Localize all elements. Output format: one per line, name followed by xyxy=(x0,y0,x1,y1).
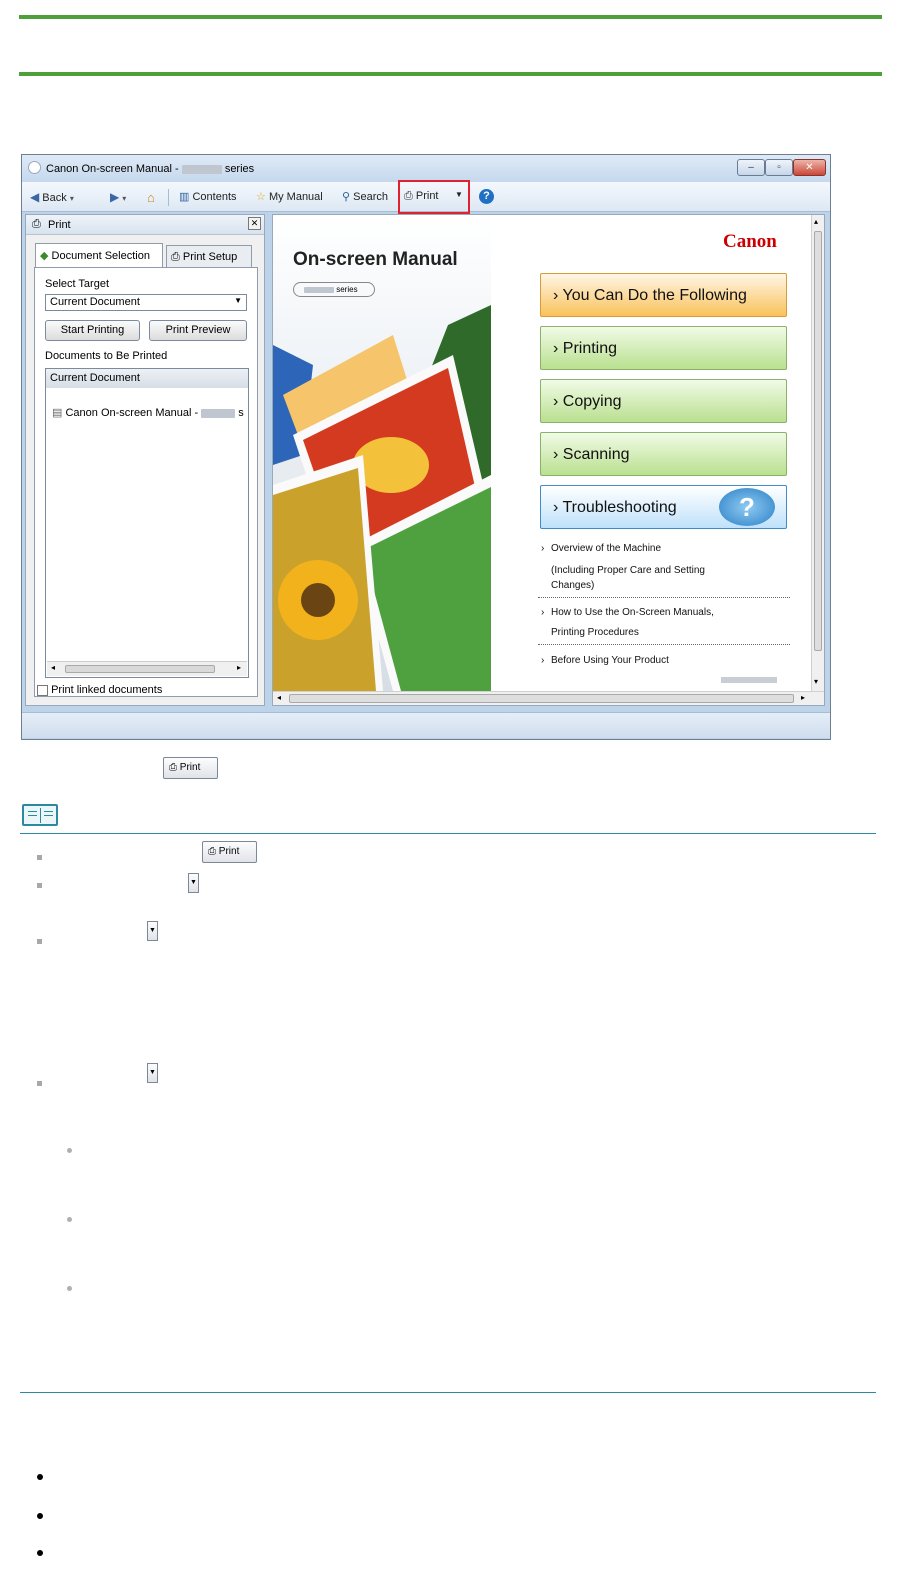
back-icon: ◀ xyxy=(30,190,40,204)
note-bullet xyxy=(37,939,42,944)
scroll-up-icon[interactable]: ▴ xyxy=(814,217,819,226)
note-rule-top xyxy=(20,833,876,834)
inline-print-button-image: ⎙ Print xyxy=(202,841,257,863)
link-how-to-use[interactable]: › How to Use the On-Screen Manuals, xyxy=(541,607,714,618)
print-button-highlight xyxy=(398,180,470,214)
scroll-thumb[interactable] xyxy=(289,694,794,703)
divider xyxy=(538,597,790,598)
sub-bullet xyxy=(67,1217,72,1222)
print-pane-title: Print xyxy=(48,219,71,231)
scroll-thumb[interactable] xyxy=(65,665,215,673)
chevron-down-icon: ▼ xyxy=(455,190,463,199)
link-how-to-use-line2[interactable]: Printing Procedures xyxy=(551,627,639,638)
printer-icon: ⎙ xyxy=(171,251,180,263)
my-manual-button[interactable]: ☆ My Manual xyxy=(256,191,323,203)
scroll-down-icon[interactable]: ▾ xyxy=(814,677,819,686)
photo-collage xyxy=(273,215,491,691)
manual-content xyxy=(272,214,825,706)
inline-dropdown-image xyxy=(147,921,158,941)
printer-icon: ⎙ xyxy=(208,846,216,857)
chevron-down-icon: ▼ xyxy=(190,879,197,886)
search-button[interactable]: ⚲ Search xyxy=(342,191,388,203)
note-rule-bottom xyxy=(20,1392,876,1393)
start-printing-button[interactable]: Start Printing xyxy=(45,320,140,341)
chevron-down-icon: ▼ xyxy=(149,1069,156,1076)
star-icon: ☆ xyxy=(256,191,266,203)
menu-copying[interactable]: › Copying xyxy=(540,379,787,423)
menu-you-can-do[interactable]: › You Can Do the Following xyxy=(540,273,787,317)
home-button[interactable] xyxy=(147,190,155,205)
document-icon: ▤ xyxy=(52,407,63,419)
sub-bullet xyxy=(67,1148,72,1153)
note-bullet xyxy=(37,883,42,888)
redacted-footer xyxy=(721,677,777,683)
help-icon[interactable]: ? xyxy=(479,189,494,204)
chevron-down-icon: ▼ xyxy=(234,296,242,305)
toolbar-separator xyxy=(168,189,169,206)
window-title-series: series xyxy=(224,163,255,175)
scroll-left-icon[interactable]: ◂ xyxy=(51,663,56,672)
print-button[interactable]: ⎙ Print xyxy=(404,190,439,202)
home-icon: ⌂ xyxy=(147,190,155,205)
contents-button[interactable]: ▥ Contents xyxy=(179,191,237,203)
chevron-down-icon: ▾ xyxy=(69,194,74,203)
scroll-thumb[interactable] xyxy=(814,231,822,651)
contents-icon: ▥ xyxy=(179,191,190,203)
document-selection-panel xyxy=(34,267,258,697)
documents-label: Documents to Be Printed xyxy=(45,350,168,362)
header-rule xyxy=(19,72,882,76)
forward-icon: ▶ xyxy=(110,190,120,204)
list-bullet xyxy=(37,1513,43,1519)
inline-print-button-image: ⎙ Print xyxy=(163,757,218,779)
manual-title: On-screen Manual xyxy=(293,249,458,270)
scroll-right-icon[interactable]: ▸ xyxy=(801,693,806,702)
close-icon[interactable]: ✕ xyxy=(248,217,261,230)
list-item[interactable]: ▤ Canon On-screen Manual - s xyxy=(52,407,244,419)
scroll-left-icon[interactable]: ◂ xyxy=(277,693,282,702)
search-icon: ⚲ xyxy=(342,191,351,203)
list-bullet xyxy=(37,1474,43,1480)
print-linked-checkbox[interactable] xyxy=(37,685,48,696)
scroll-right-icon[interactable]: ▸ xyxy=(237,663,242,672)
tab-document-selection[interactable]: ◆ Document Selection xyxy=(35,243,163,267)
top-rule xyxy=(19,15,882,19)
select-target-label: Select Target xyxy=(45,278,110,290)
printer-icon: ⎙ xyxy=(404,190,413,202)
series-badge: series xyxy=(293,282,375,297)
redacted-model xyxy=(201,409,235,418)
list-hscrollbar[interactable] xyxy=(47,661,247,676)
minimize-button[interactable]: – xyxy=(737,159,765,176)
window-title: Canon On-screen Manual - xyxy=(46,163,179,175)
content-hscrollbar[interactable] xyxy=(273,691,825,705)
select-target-dropdown[interactable]: Current Document ▼ xyxy=(45,294,247,311)
link-overview-line3[interactable]: Changes) xyxy=(551,580,595,591)
redacted-model xyxy=(182,165,222,174)
link-before-using[interactable]: › Before Using Your Product xyxy=(541,655,669,666)
menu-scanning[interactable]: › Scanning xyxy=(540,432,787,476)
link-overview-line2[interactable]: (Including Proper Care and Setting xyxy=(551,565,705,576)
app-icon xyxy=(28,161,41,174)
canon-logo: Canon xyxy=(723,231,777,252)
help-icon: ? xyxy=(719,488,775,526)
menu-troubleshooting[interactable]: › Troubleshooting ? xyxy=(540,485,787,529)
redacted-model xyxy=(304,287,334,293)
chevron-down-icon: ▼ xyxy=(149,927,156,934)
content-vscrollbar[interactable] xyxy=(811,215,824,691)
document-selection-icon: ◆ xyxy=(40,250,49,262)
documents-list[interactable] xyxy=(45,368,249,678)
print-pane xyxy=(25,214,265,706)
window-titlebar xyxy=(22,155,830,182)
note-bullet xyxy=(37,855,42,860)
printer-icon: ⎙ xyxy=(169,762,177,773)
inline-dropdown-image xyxy=(188,873,199,893)
print-pane-header xyxy=(26,215,264,235)
back-button[interactable]: ◀ Back ▾ xyxy=(30,190,74,204)
divider xyxy=(538,644,790,645)
note-icon xyxy=(22,804,58,826)
print-preview-button[interactable]: Print Preview xyxy=(149,320,247,341)
link-overview[interactable]: › Overview of the Machine xyxy=(541,543,662,554)
list-header: Current Document xyxy=(46,369,248,388)
close-window-button[interactable]: ✕ xyxy=(793,159,826,176)
chevron-down-icon: ▾ xyxy=(122,194,127,203)
status-bar xyxy=(22,712,830,738)
sub-bullet xyxy=(67,1286,72,1291)
maximize-button[interactable]: ▫ xyxy=(765,159,793,176)
tab-print-setup[interactable]: ⎙ Print Setup xyxy=(166,245,252,267)
printer-icon: ⎙ xyxy=(32,218,41,230)
inline-dropdown-image xyxy=(147,1063,158,1083)
menu-printing[interactable]: › Printing xyxy=(540,326,787,370)
print-linked-option[interactable]: Print linked documents xyxy=(37,684,162,696)
note-bullet xyxy=(37,1081,42,1086)
manual-window-screenshot xyxy=(21,154,831,740)
list-bullet xyxy=(37,1550,43,1556)
forward-button[interactable] xyxy=(110,190,126,204)
